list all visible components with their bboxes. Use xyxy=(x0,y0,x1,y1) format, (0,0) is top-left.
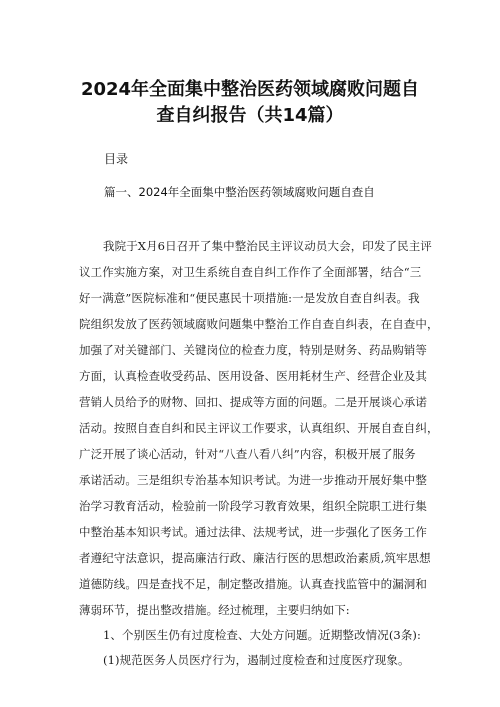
toc-item[interactable]: 篇一、2024年全面集中整治医药领域腐败问题自查自 xyxy=(104,185,375,199)
body-line: 院组织发放了医药领域腐败问题集中整治工作自查自纠表，在自查中， xyxy=(79,317,439,331)
document-title-line-1: 2024年全面集中整治医药领域腐败问题自 xyxy=(80,79,420,100)
body-line: (1)规范医务人员医疗行为，遏制过度检查和过度医疗现象。 xyxy=(103,653,410,667)
body-line: 道德防线。四是查找不足，制定整改措施。认真查找监管中的漏洞和 xyxy=(79,577,427,591)
body-line: 薄弱环节，提出整改措施。经过梳理，主要归纳如下: xyxy=(79,603,350,617)
body-line: 活动。按照自查自纠和民主评议工作要求，认真组织、开展自查自纠， xyxy=(79,421,439,435)
body-line: 治学习教育活动，检验前一阶段学习教育效果，组织全院职工进行集 xyxy=(79,499,427,513)
body-line: 方面，认真检查收受药品、医用设备、医用耗材生产、经营企业及其 xyxy=(79,369,427,383)
body-line: 议工作实施方案，对卫生系统自查自纠工作作了全面部署，结合“三 xyxy=(79,265,422,279)
body-line: 承诺活动。三是组织专治基本知识考试。为进一步推动开展好集中整 xyxy=(79,473,427,487)
body-line: 好一满意”医院标准和“便民惠民十项措施:一是发放自查自纠表。我 xyxy=(79,291,420,305)
document-title-line-2: 查自纠报告（共14篇） xyxy=(156,105,344,126)
body-line: 者遵纪守法意识，提高廉洁行政、廉洁行医的思想政治素质,筑牢思想 xyxy=(79,551,431,565)
body-line: 加强了对关键部门、关键岗位的检查力度，特别是财务、药品购销等 xyxy=(79,343,427,357)
body-line: 我院于X月6日召开了集中整治民主评议动员大会，印发了民主评 xyxy=(103,239,432,253)
body-line: 广泛开展了谈心活动，针对“八查八看八纠”内容，积极开展了服务 xyxy=(79,447,416,461)
body-line: 营销人员给予的财物、回扣、提成等方面的问题。二是开展谈心承诺 xyxy=(79,395,427,409)
body-line: 1、个别医生仍有过度检查、大处方问题。近期整改情况(3条): xyxy=(103,628,421,642)
body-line: 中整治基本知识考试。通过法律、法规考试，进一步强化了医务工作 xyxy=(79,525,427,539)
toc-heading: 目录 xyxy=(104,152,129,166)
